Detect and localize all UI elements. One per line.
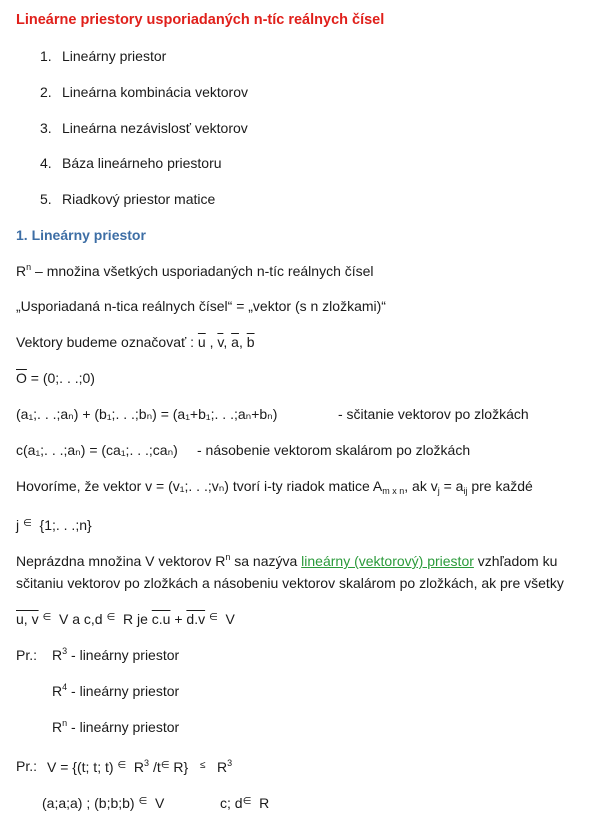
- space-def-exp: n: [225, 552, 231, 562]
- toc-label: Lineárna nezávislosť vektorov: [62, 120, 248, 136]
- example-base: R: [52, 683, 63, 699]
- element-of-icon: ∈: [208, 612, 218, 623]
- toc-item[interactable]: [40, 119, 248, 137]
- example-base: R: [52, 647, 63, 663]
- example2-cd: c; d: [220, 795, 243, 811]
- element-of-icon: ∈: [23, 518, 32, 529]
- toc-number: 2.: [40, 84, 52, 100]
- example-text: - lineárny priestor: [67, 647, 180, 663]
- condition-r: R je: [122, 611, 152, 627]
- linear-space-link[interactable]: lineárny (vektorový) priestor: [301, 553, 474, 569]
- row-def-j: j: [437, 486, 440, 496]
- example2-r3b: R: [216, 759, 228, 775]
- addition-note: - sčitanie vektorov po zložkách: [338, 406, 529, 422]
- j-set: {1;. . .;n}: [39, 517, 92, 533]
- vector-a: $\overline{a}$: [231, 334, 239, 350]
- condition-v: V: [225, 611, 235, 627]
- toc-item[interactable]: [40, 154, 222, 172]
- j-in-set: [16, 515, 92, 534]
- space-definition-line2: sčitaniu vektorov po zložkách a násobeniu vektorov skalárom po zložkách, ak pre všetky: [16, 575, 564, 591]
- row-def-text: Hovoríme, že vektor v = (v₁;. . .;vₙ) tvorí i-ty riadok matice A: [16, 478, 383, 494]
- notation-prefix: Vektory budeme označovať :: [16, 334, 198, 350]
- example2-label: Pr.:: [16, 758, 38, 774]
- example2-text: V = {(t; t; t): [47, 759, 114, 775]
- zero-vector: [16, 369, 95, 387]
- rn-exp: n: [26, 262, 32, 272]
- example-item: [52, 646, 179, 664]
- example2-exp2: 3: [227, 758, 233, 768]
- condition-mid: V a c,d: [58, 611, 103, 627]
- toc-item[interactable]: [40, 83, 248, 101]
- vector-dv: d.v: [186, 611, 206, 627]
- example-base: R: [52, 719, 63, 735]
- example2-vectors-text: (a;a;a) ; (b;b;b): [42, 795, 135, 811]
- element-of-icon: ∈: [138, 796, 148, 807]
- example-text: - lineárny priestor: [67, 719, 180, 735]
- vector-v: $\overline{v}$: [217, 334, 224, 350]
- toc-label: Báza lineárneho priestoru: [62, 155, 222, 171]
- example2-v: V: [154, 795, 165, 811]
- element-of-icon: ∈: [106, 612, 116, 623]
- row-def-sub: m x n: [382, 486, 405, 496]
- element-of-icon: ∈: [42, 612, 52, 623]
- space-def-mid: sa nazýva: [230, 553, 302, 569]
- toc-number: 5.: [40, 191, 52, 207]
- element-of-icon: ∈: [117, 760, 127, 771]
- example-exp: 4: [62, 682, 68, 692]
- space-definition-line1: [16, 552, 557, 570]
- ntica-definition: „Usporiadaná n-tica reálnych čísel“ = „vektor (s n zložkami)“: [16, 298, 386, 314]
- example-label: Pr.:: [16, 647, 38, 663]
- vector-notation: Vektory budeme označovať : $\overline{u}$ , $\overline{v}$, $\overline{a}$, $\overline{b}$: [16, 334, 255, 350]
- vector-u: $\overline{u}$: [197, 334, 206, 350]
- example2-vectors: [42, 793, 164, 812]
- example2-r-set: R: [259, 795, 270, 811]
- row-def-end: pre každé: [467, 478, 533, 494]
- vector-cu: c.u: [151, 611, 171, 627]
- example2-r3: R: [133, 759, 145, 775]
- subset-icon: ≤: [199, 760, 206, 771]
- example-exp: n: [62, 718, 68, 728]
- toc-label: Lineárny priestor: [62, 48, 167, 64]
- example-item: [52, 718, 179, 736]
- space-def-post: vzhľadom ku: [473, 553, 558, 569]
- vector-b: $\overline{b}$: [246, 334, 255, 350]
- condition-plus: +: [170, 611, 187, 627]
- closure-condition: [16, 609, 235, 628]
- toc-label: Riadkový priestor matice: [62, 191, 216, 207]
- toc-number: 3.: [40, 120, 52, 136]
- toc-item[interactable]: [40, 190, 215, 208]
- rn-base: R: [16, 263, 27, 279]
- element-of-icon: ∈: [242, 796, 252, 807]
- scalar-note: - násobenie vektorom skalárom po zložkách: [197, 442, 471, 458]
- rn-text: – množina všetkých usporiadaných n-tíc reálnych čísel: [31, 263, 374, 279]
- row-def-ij: ij: [463, 486, 468, 496]
- example2-exp: 3: [144, 758, 150, 768]
- toc-label: Lineárna kombinácia vektorov: [62, 84, 248, 100]
- document-title: Lineárne priestory usporiadaných n-tíc reálnych čísel: [16, 12, 385, 28]
- example-text: - lineárny priestor: [67, 683, 180, 699]
- element-of-icon: ∈: [160, 760, 170, 771]
- scalar-formula: [16, 441, 178, 459]
- example2-r: R}: [169, 759, 189, 775]
- addition-formula: [16, 405, 277, 423]
- space-def-pre: Neprázdna množina V vektorov R: [16, 553, 226, 569]
- example2-set: [47, 757, 232, 776]
- toc-item[interactable]: [40, 47, 166, 65]
- toc-number: 4.: [40, 155, 52, 171]
- row-def-tail: , ak v: [404, 478, 438, 494]
- example-item: [52, 682, 179, 700]
- j-symbol: j: [16, 517, 20, 533]
- addition-lhs: (a₁;. . .;aₙ) + (b₁;. . .;bₙ) = (a₁+b₁;. . .;aₙ+bₙ): [16, 406, 278, 422]
- scalar-lhs: c(a₁;. . .;aₙ) = (ca₁;. . .;caₙ): [16, 442, 178, 458]
- toc-number: 1.: [40, 48, 52, 64]
- section-heading: 1. Lineárny priestor: [16, 227, 146, 243]
- row-definition: [16, 477, 533, 495]
- example2-scalars: [220, 793, 269, 812]
- row-def-eq: = a: [439, 478, 464, 494]
- zero-symbol: $\overline{O}$: [16, 370, 27, 386]
- vectors-uv: u, v: [16, 611, 39, 627]
- example-exp: 3: [62, 646, 68, 656]
- rn-definition: [16, 262, 374, 280]
- example2-t: /t: [149, 759, 161, 775]
- zero-rest: = (0;. . .;0): [26, 370, 95, 386]
